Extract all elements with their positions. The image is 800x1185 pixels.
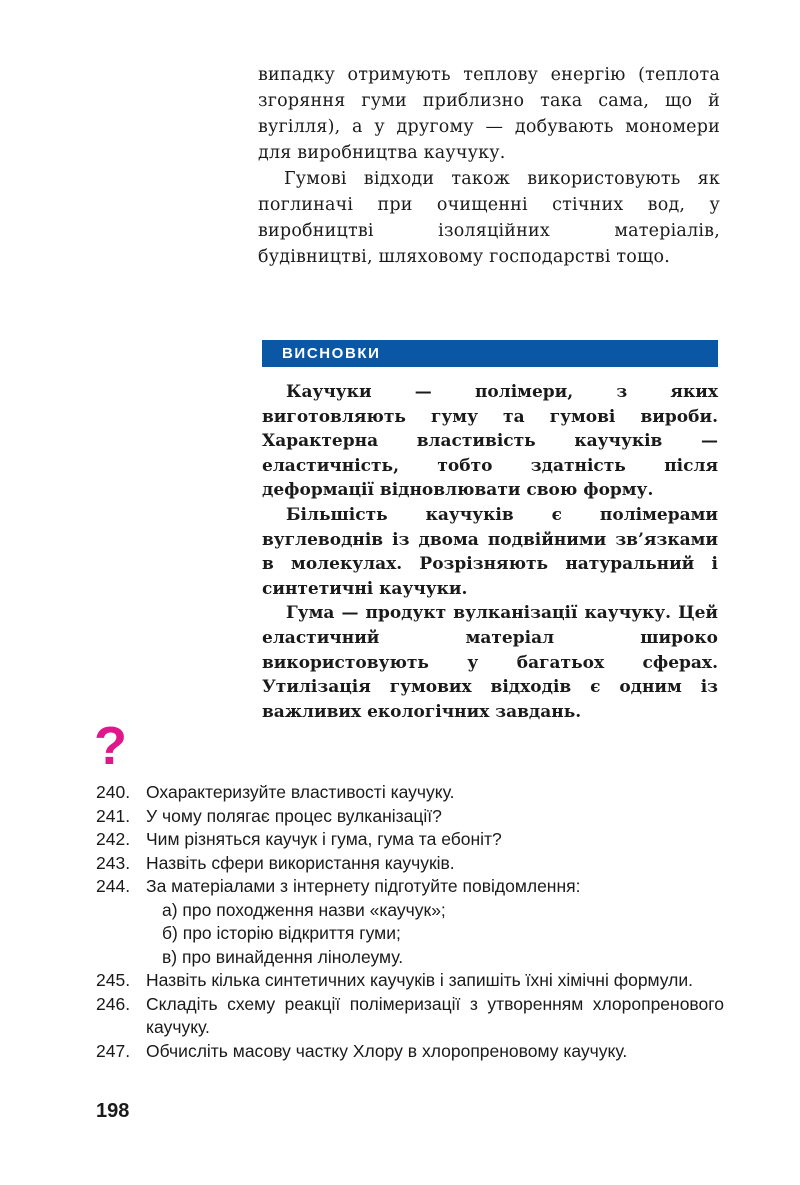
question-246 <box>96 993 724 1040</box>
question-243 <box>96 852 724 876</box>
question-text: За матеріалами з інтернету підготуйте повідомлення: <box>146 876 581 896</box>
question-244-subitem-c: в) про винайдення лінолеуму. <box>162 946 404 967</box>
question-number: 240. <box>96 782 131 802</box>
question-number: 241. <box>96 805 131 826</box>
question-text: Назвіть сфери використання каучуків. <box>146 852 455 873</box>
question-number: 242. <box>96 829 131 849</box>
question-number: 247. <box>96 1040 131 1061</box>
question-mark-icon: ? <box>94 716 127 776</box>
page-number: 198 <box>96 1100 130 1122</box>
question-number: 243. <box>96 852 131 873</box>
question-text: Охарактеризуйте властивості каучуку. <box>146 782 455 802</box>
question-number: 244. <box>96 876 131 896</box>
question-text: Обчисліть масову частку Хлору в хлоропреновому каучуку. <box>146 1040 628 1061</box>
conclusion-paragraph-1: Каучуки — полімери, з яких виготовляють гуму та гумові вироби. Характерна властивість каучуків — еластичність, тобто здатність після деформації відновлювати свою форму. <box>262 382 718 501</box>
conclusion-paragraph-3: Гума — продукт вулканізації каучуку. Цей еластичний матеріал широко використовують у багатьох сферах. Утилізація гумових відходів є одним із важливих екологічних завдань. <box>262 603 718 722</box>
question-text: Назвіть кілька синтетичних каучуків і запишіть їхні хімічні формули. <box>146 970 694 990</box>
question-244-subitem-b: б) про історію відкриття гуми; <box>162 923 401 943</box>
question-244 <box>96 875 724 899</box>
intro-paragraph-2: Гумові відходи також використовують як поглиначі при очищенні стічних вод, у виробництві ізоляційних матеріалів, будівництві, шляховому господарстві тощо. <box>258 169 720 267</box>
intro-text <box>258 62 720 270</box>
question-number: 246. <box>96 993 131 1014</box>
question-text: Складіть схему реакції полімеризації з утворенням хлоропренового каучуку. <box>146 993 724 1037</box>
question-245 <box>96 969 724 993</box>
question-242 <box>96 828 724 852</box>
conclusion-paragraph-2: Більшість каучуків є полімерами вуглеводнів із двома подвійними зв’язками в молекулах. Розрізняють натуральний і синтетичні каучуки. <box>262 504 718 599</box>
question-247 <box>96 1040 724 1064</box>
question-number: 245. <box>96 970 131 990</box>
conclusions-title: ВИСНОВКИ <box>282 345 381 362</box>
intro-paragraph-1: випадку отримують теплову енергію (теплота згоряння гуми приблизно така сама, що й вугілля), а у другому — добувають мономери для виробництва каучуку. <box>258 65 720 163</box>
conclusions-header <box>262 340 718 367</box>
question-text: Чим різняться каучук і гума, гума та ебоніт? <box>146 829 502 849</box>
question-241 <box>96 805 724 829</box>
question-240 <box>96 781 724 805</box>
conclusions-text <box>262 380 718 724</box>
questions-list <box>96 781 724 1063</box>
question-text: У чому полягає процес вулканізації? <box>146 805 442 826</box>
question-244-subitem-a: а) про походження назви «каучук»; <box>162 899 446 920</box>
